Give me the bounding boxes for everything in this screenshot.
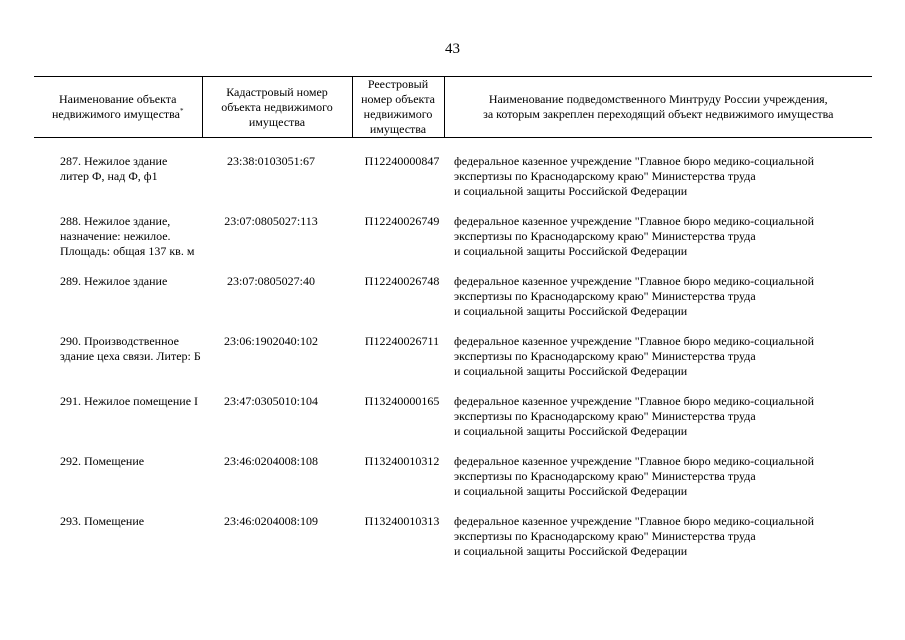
institution-line: и социальной защиты Российской Федерации	[454, 304, 688, 318]
header-line: имущества	[248, 114, 306, 129]
header-cadastral-number	[202, 77, 352, 138]
registry-number: П13240010312	[364, 454, 440, 468]
registry-number: П13240000165	[364, 394, 440, 408]
institution-cell	[444, 214, 872, 274]
institution-line: и социальной защиты Российской Федерации	[454, 364, 688, 378]
registry-number-cell	[352, 214, 444, 274]
cadastral-number-cell	[202, 214, 352, 274]
institution-line: экспертизы по Краснодарскому краю" Министерства труда	[454, 469, 756, 483]
registry-number: П12240000847	[364, 154, 440, 168]
institution-cell	[444, 394, 872, 454]
cadastral-number: 23:07:0805027:113	[224, 214, 318, 228]
institution-line: федеральное казенное учреждение "Главное бюро медико-социальной	[454, 274, 815, 288]
institution-line: федеральное казенное учреждение "Главное бюро медико-социальной	[454, 214, 815, 228]
cadastral-number: 23:07:0805027:40	[226, 274, 315, 288]
cadastral-number-cell	[202, 514, 352, 574]
cadastral-number: 23:38:0103051:67	[226, 154, 315, 168]
header-property-name	[34, 77, 202, 138]
property-name-line: здание цеха связи. Литер: Б	[60, 349, 201, 363]
property-table	[34, 76, 872, 574]
property-name-cell	[34, 214, 202, 274]
table-row	[34, 138, 872, 215]
property-name-line: 289. Нежилое здание	[60, 274, 168, 288]
cadastral-number-cell	[202, 334, 352, 394]
header-line: Наименование объекта	[59, 92, 177, 106]
property-name-cell	[34, 138, 202, 215]
table-row	[34, 214, 872, 274]
table-row	[34, 514, 872, 574]
institution-line: и социальной защиты Российской Федерации	[454, 184, 688, 198]
institution-line: экспертизы по Краснодарскому краю" Министерства труда	[454, 349, 756, 363]
property-name-line: назначение: нежилое.	[60, 229, 171, 243]
cadastral-number-cell	[202, 138, 352, 215]
header-line: Кадастровый номер	[226, 84, 328, 99]
cadastral-number: 23:46:0204008:109	[223, 514, 318, 528]
registry-number: П13240010313	[364, 514, 440, 528]
property-name-cell	[34, 514, 202, 574]
institution-line: и социальной защиты Российской Федерации	[454, 544, 688, 558]
institution-line: федеральное казенное учреждение "Главное бюро медико-социальной	[454, 514, 815, 528]
registry-number-cell	[352, 514, 444, 574]
institution-line: экспертизы по Краснодарскому краю" Министерства труда	[454, 529, 756, 543]
institution-line: и социальной защиты Российской Федерации	[454, 244, 688, 258]
header-row	[34, 77, 872, 138]
institution-line: экспертизы по Краснодарскому краю" Министерства труда	[454, 169, 756, 183]
registry-number-cell	[352, 334, 444, 394]
institution-cell	[444, 454, 872, 514]
header-line: за которым закреплен переходящий объект недвижимого имущества	[483, 107, 834, 121]
table-header	[34, 77, 872, 138]
header-line: номер объекта	[361, 92, 435, 106]
header-line: Реестровый	[367, 77, 429, 91]
page-number: 43	[445, 41, 460, 57]
registry-number: П12240026749	[364, 214, 440, 228]
table-row	[34, 394, 872, 454]
table-row	[34, 334, 872, 394]
header-registry-number	[352, 77, 444, 138]
registry-number-cell	[352, 394, 444, 454]
institution-line: экспертизы по Краснодарскому краю" Министерства труда	[454, 409, 756, 423]
property-name-cell	[34, 454, 202, 514]
property-name-cell	[34, 274, 202, 334]
institution-cell	[444, 274, 872, 334]
table-row	[34, 454, 872, 514]
header-text: недвижимого имущества	[52, 107, 180, 121]
cadastral-number-cell	[202, 454, 352, 514]
institution-cell	[444, 334, 872, 394]
footnote-mark: *	[180, 107, 184, 115]
property-name-line: Площадь: общая 137 кв. м	[60, 244, 195, 258]
header-line: недвижимого	[363, 107, 433, 121]
header-line: объекта недвижимого	[221, 99, 333, 114]
table-row	[34, 274, 872, 334]
registry-number: П12240026748	[364, 274, 440, 288]
institution-line: федеральное казенное учреждение "Главное бюро медико-социальной	[454, 334, 815, 348]
property-name-line: 291. Нежилое помещение I	[60, 394, 199, 408]
institution-line: федеральное казенное учреждение "Главное бюро медико-социальной	[454, 454, 815, 468]
property-name-cell	[34, 334, 202, 394]
registry-number-cell	[352, 274, 444, 334]
institution-cell	[444, 514, 872, 574]
cadastral-number: 23:06:1902040:102	[223, 334, 318, 348]
property-name-line: 293. Помещение	[60, 514, 145, 528]
cadastral-number: 23:47:0305010:104	[223, 394, 318, 408]
registry-number-cell	[352, 138, 444, 215]
institution-line: экспертизы по Краснодарскому краю" Министерства труда	[454, 289, 756, 303]
header-institution	[444, 77, 872, 138]
institution-line: федеральное казенное учреждение "Главное бюро медико-социальной	[454, 394, 815, 408]
property-name-cell	[34, 394, 202, 454]
table-body	[34, 138, 872, 575]
institution-line: и социальной защиты Российской Федерации	[454, 484, 688, 498]
institution-line: экспертизы по Краснодарскому краю" Министерства труда	[454, 229, 756, 243]
header-line: Наименование подведомственного Минтруду России учреждения,	[488, 92, 828, 106]
header-line	[38, 107, 198, 122]
property-name-line: 288. Нежилое здание,	[60, 214, 171, 228]
registry-number: П12240026711	[364, 334, 440, 348]
property-table-container	[34, 76, 872, 574]
header-line: имущества	[369, 122, 427, 136]
property-name-line: 290. Производственное	[60, 334, 179, 348]
cadastral-number-cell	[202, 394, 352, 454]
institution-line: федеральное казенное учреждение "Главное бюро медико-социальной	[454, 154, 815, 168]
institution-line: и социальной защиты Российской Федерации	[454, 424, 688, 438]
registry-number-cell	[352, 454, 444, 514]
property-name-line: 292. Помещение	[60, 454, 145, 468]
cadastral-number-cell	[202, 274, 352, 334]
property-name-line: 287. Нежилое здание	[60, 154, 168, 168]
property-name-line: литер Ф, над Ф, ф1	[60, 169, 158, 183]
cadastral-number: 23:46:0204008:108	[223, 454, 318, 468]
institution-cell	[444, 138, 872, 215]
